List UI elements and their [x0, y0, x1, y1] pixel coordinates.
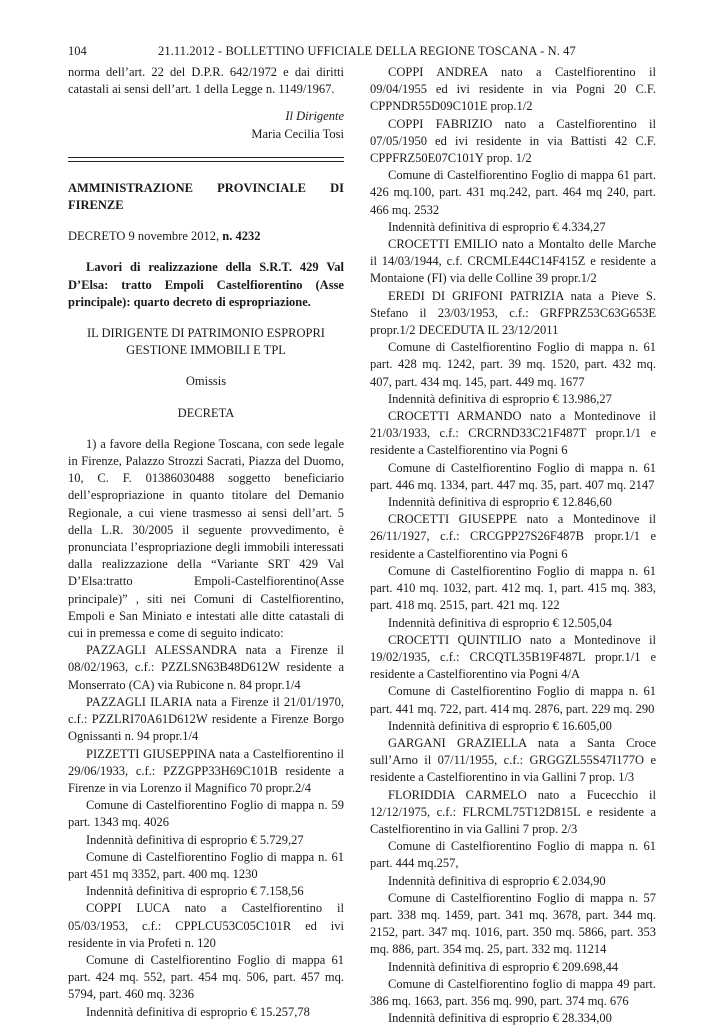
decree-number: n. 4232 [222, 229, 261, 244]
body-paragraph: CROCETTI ARMANDO nato a Montedinove il 21/03/1933, c.f.: CRCRND33C21F487T propr.1/1 e residente a Castelfiorentino via Pogni 6 [370, 409, 656, 458]
body-paragraph: Comune di Castelfiorentino Foglio di mappa n. 61 part. 444 mq.257, [370, 839, 656, 871]
right-column [370, 64, 656, 1027]
office-line-1: IL DIRIGENTE DI PATRIMONIO ESPROPRI [87, 326, 325, 341]
body-paragraph: Comune di Castelfiorentino Foglio di mappa n. 57 part. 338 mq. 1459, part. 341 mq. 3678, part. 344 mq. 2152, part. 347 mq. 1016, part. 350 mq. 5866, part. 353 mq. 886, part. 354 mq. 25, part. 332 mq. 11214 [370, 890, 656, 957]
page-header [68, 44, 658, 60]
office-line-2: GESTIONE IMMOBILI E TPL [126, 343, 286, 358]
body-paragraph: Comune di Castelfiorentino Foglio di mappa n. 61 part. 446 mq. 1334, part. 447 mq. 35, part. 407 mq. 2147 [370, 460, 656, 492]
body-paragraph: EREDI DI GRIFONI PATRIZIA nata a Pieve S. Stefano il 23/03/1953, c.f.: GRFPRZ53C63G653E propr.1/2 DECEDUTA IL 23/12/2011 [370, 288, 656, 338]
body-paragraph: CROCETTI GIUSEPPE nato a Montedinove il 26/11/1927, c.f.: CRCGPP27S26F487B propr.1/1 e residente a Castelfiorentino via Pogni 6 [370, 512, 656, 561]
body-paragraph: Indennità definitiva di esproprio € 209.698,44 [388, 959, 619, 974]
decreta: DECRETA [177, 405, 235, 420]
body-paragraph: FLORIDDIA CARMELO nato a Fucecchio il 12/12/1975, c.f.: FLRCML75T12D815L e residente a Castelfiorentino in via Gallini 7 prop. 2/3 [370, 787, 656, 836]
body-paragraph: Indennità definitiva di esproprio € 13.986,27 [388, 391, 612, 406]
body-paragraph: PIZZETTI GIUSEPPINA nata a Castelfiorentino il 29/06/1933, c.f.: PZZGPP33H69C101B residente a Firenze in via Lorenzo il Magnifico 70 propr.2/4 [68, 746, 344, 795]
body-paragraph: GARGANI GRAZIELLA nata a Santa Croce sull’Arno il 07/11/1955, c.f.: GRGGZL55S47I177O e residente a Castelfiorentino in via Gallini 7 prop. 1/3 [370, 735, 656, 785]
signer-role: Il Dirigente [285, 109, 344, 124]
omissis: Omissis [185, 374, 227, 389]
body-paragraph: Indennità definitiva di esproprio € 2.034,90 [388, 873, 606, 888]
decree-prefix: DECRETO 9 novembre 2012, [68, 229, 223, 244]
body-paragraph: Indennità definitiva di esproprio € 28.334,00 [388, 1011, 612, 1026]
decree-subject: Lavori di realizzazione della S.R.T. 429 Val D’Elsa: tratto Empoli Castelfiorentino (Asse principale): quarto decreto di espropriazione. [68, 260, 344, 309]
decree-line [68, 228, 344, 245]
body-paragraph: Indennità definitiva di esproprio € 4.334,27 [388, 219, 606, 234]
signer-name: Maria Cecilia Tosi [251, 126, 344, 141]
page-number: 104 [68, 44, 87, 58]
bulletin-title: 21.11.2012 - BOLLETTINO UFFICIALE DELLA REGIONE TOSCANA - N. 47 [158, 44, 576, 58]
body-paragraph: Comune di Castelfiorentino Foglio di mappa n. 61 part. 441 mq. 722, part. 414 mq. 2876, part. 229 mq. 290 [370, 684, 656, 716]
body-paragraph: Indennità definitiva di esproprio € 5.729,27 [86, 832, 304, 847]
body-paragraph: PAZZAGLI ILARIA nata a Firenze il 21/01/1970, c.f.: PZZLRI70A61D612W residente a Firenze Borgo Ognissanti n. 94 propr.1/4 [68, 694, 344, 744]
body-paragraph: Comune di Castelfiorentino Foglio di mappa n. 61 part. 428 mq. 1242, part. 39 mq. 1520, part. 432 mq. 407, part. 434 mq. 145, part. 449 mq. 1677 [370, 340, 656, 389]
body-paragraph: Comune di Castelfiorentino Foglio di mappa n. 61 part 451 mq 3352, part. 400 mq. 1230 [68, 849, 344, 881]
body-paragraph: 1) a favore della Regione Toscana, con sede legale in Firenze, Palazzo Strozzi Sacrati, Piazza del Duomo, 10, C. F. 01386030488 soggetto beneficiario dell’espropriazione in quanto titolare del Demanio Regionale, a cui viene trasmesso ai sensi dell’art. 5 della L.R. 30/2005 il seguente provvedimento, è pronunciata l’espropriazione degli immobili interessati dalla realizzazione della “Variante SRT 429 Val D’Elsa:tratto Empoli-Castelfiorentino(Asse principale)” , siti nei Comuni di Castelfiorentino, Empoli e San Miniato e intestati alle ditte catastali di cui in premessa e come di seguito indicato: [68, 436, 344, 641]
body-paragraph: Comune di Castelfiorentino Foglio di mappa n. 61 part. 410 mq. 1032, part. 412 mq. 1, part. 415 mq. 383, part. 418 mq. 2515, part. 421 mq. 122 [370, 563, 656, 613]
body-paragraph: Indennità definitiva di esproprio € 16.605,00 [388, 718, 612, 733]
body-paragraph: PAZZAGLI ALESSANDRA nata a Firenze il 08/02/1963, c.f.: PZZLSN63B48D612W residente a Monserrato (CA) via Rubicone n. 84 propr.1/4 [68, 643, 344, 692]
body-paragraph: COPPI FABRIZIO nato a Castelfiorentino il 07/05/1950 ed ivi residente in via Battisti 42 C.F. CPPFRZ50E07C101Y prop. 1/2 [370, 116, 656, 166]
body-paragraph: CROCETTI EMILIO nato a Montalto delle Marche il 14/03/1944, c.f. CRCMLE44C14F415Z e residente a Montaione (FI) via delle Colline 39 propr.1/2 [370, 237, 656, 286]
body-paragraph: COPPI ANDREA nato a Castelfiorentino il 09/04/1955 ed ivi residente in via Pogni 20 C.F. CPPNDR55D09C101E prop.1/2 [370, 65, 656, 114]
body-paragraph: Indennità definitiva di esproprio € 12.846,60 [388, 495, 612, 510]
body-paragraph: Comune di Castelfiorentino Foglio di mappa 61 part. 424 mq. 552, part. 454 mq. 506, part. 457 mq. 5794, part. 460 mq. 3236 [68, 952, 344, 1002]
body-paragraph: COPPI LUCA nato a Castelfiorentino il 05/03/1953, c.f.: CPPLCU53C05C101R ed ivi residente in via Profeti n. 120 [68, 901, 344, 950]
section-heading: AMMINISTRAZIONE PROVINCIALE DI FIRENZE [68, 180, 344, 213]
body-paragraph: Comune di Castelfiorentino Foglio di mappa 61 part. 426 mq.100, part. 431 mq.242, part. 464 mq 240, part. 466 mq. 2532 [370, 168, 656, 217]
body-paragraph: Indennità definitiva di esproprio € 15.257,78 [86, 1004, 310, 1019]
body-paragraph: Comune di Castelfiorentino foglio di mappa 49 part. 386 mq. 1663, part. 356 mq. 990, part. 374 mq. 676 [370, 976, 656, 1008]
body-paragraph: CROCETTI QUINTILIO nato a Montedinove il 19/02/1935, c.f.: CRCQTL35B19F487L propr.1/1 e residente a Castelfiorentino via Pogni 4/A [370, 632, 656, 682]
intro-text: norma dell’art. 22 del D.P.R. 642/1972 e dai diritti catastali ai sensi dell’art. 1 della Legge n. 1149/1967. [68, 65, 344, 97]
body-paragraph: Indennità definitiva di esproprio € 12.505,04 [388, 615, 612, 630]
left-column [68, 64, 344, 1021]
body-paragraph: Indennità definitiva di esproprio € 7.158,56 [86, 884, 304, 899]
body-paragraph: Comune di Castelfiorentino Foglio di mappa n. 59 part. 1343 mq. 4026 [68, 798, 344, 830]
